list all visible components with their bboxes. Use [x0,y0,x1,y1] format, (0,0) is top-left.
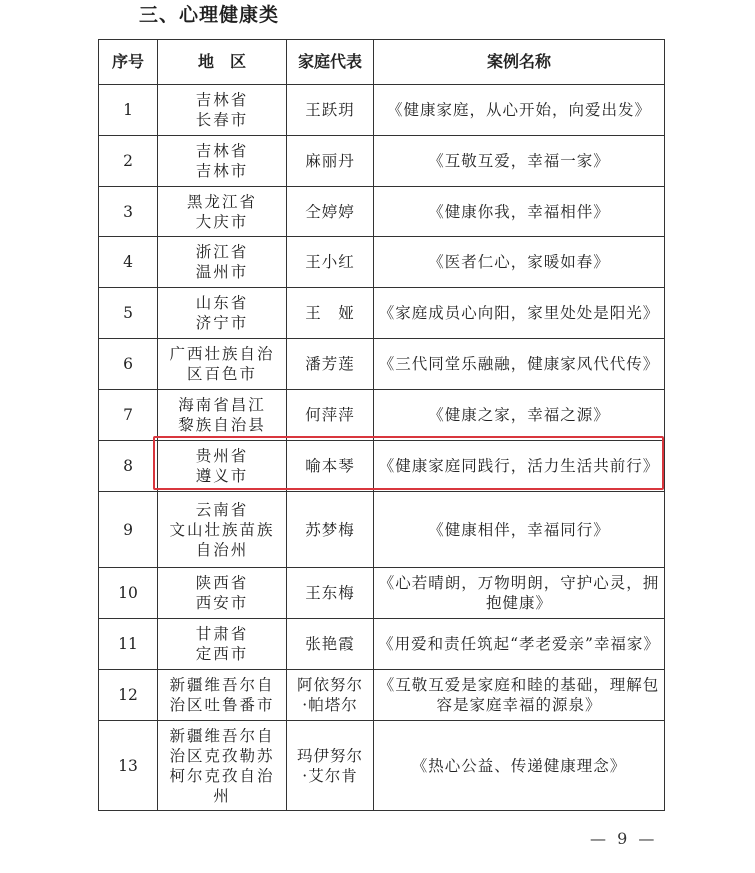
row-case: 《家庭成员心向阳，家里处处是阳光》 [374,288,665,339]
table-row-highlighted [99,441,665,492]
row-no: 3 [99,187,158,237]
table-row [99,237,665,288]
row-no: 6 [99,339,158,390]
row-family: 喻本琴 [287,441,374,492]
row-no: 13 [99,721,158,811]
row-family: 何萍萍 [287,390,374,441]
case-table [98,39,665,811]
row-case: 《三代同堂乐融融，健康家风代代传》 [374,339,665,390]
row-family: 苏梦梅 [287,492,374,568]
table-row [99,390,665,441]
header-region: 地 区 [158,40,287,85]
row-family: 阿依努尔 ·帕塔尔 [287,670,374,721]
row-family: 仝婷婷 [287,187,374,237]
table-row [99,85,665,136]
section-title: 三、心理健康类 [139,4,280,26]
header-no: 序号 [99,40,158,85]
row-no: 10 [99,568,158,619]
page-number: — 9 — [590,829,658,848]
header-case: 案例名称 [374,40,665,85]
row-region: 贵州省 遵义市 [158,441,287,492]
row-no: 12 [99,670,158,721]
row-case: 《互敬互爱，幸福一家》 [374,136,665,187]
row-no: 4 [99,237,158,288]
row-region: 新疆维吾尔自 治区克孜勒苏 柯尔克孜自治 州 [158,721,287,811]
row-no: 7 [99,390,158,441]
row-case: 《健康相伴，幸福同行》 [374,492,665,568]
row-region: 海南省昌江 黎族自治县 [158,390,287,441]
row-family: 玛伊努尔 ·艾尔肯 [287,721,374,811]
row-no: 9 [99,492,158,568]
row-no: 5 [99,288,158,339]
row-family: 王小红 [287,237,374,288]
row-family: 王东梅 [287,568,374,619]
row-region: 吉林省 吉林市 [158,136,287,187]
row-region: 山东省 济宁市 [158,288,287,339]
row-no: 8 [99,441,158,492]
table-row [99,670,665,721]
row-region: 黑龙江省 大庆市 [158,187,287,237]
row-case: 《健康之家，幸福之源》 [374,390,665,441]
row-region: 陕西省 西安市 [158,568,287,619]
row-case: 《互敬互爱是家庭和睦的基础，理解包容是家庭幸福的源泉》 [374,670,665,721]
row-family: 王 娅 [287,288,374,339]
table-row [99,492,665,568]
row-case: 《医者仁心，家暖如春》 [374,237,665,288]
row-region: 广西壮族自治 区百色市 [158,339,287,390]
row-family: 潘芳莲 [287,339,374,390]
table-row [99,288,665,339]
row-case: 《热心公益、传递健康理念》 [374,721,665,811]
row-case: 《用爱和责任筑起“孝老爱亲”幸福家》 [374,619,665,670]
table-row [99,187,665,237]
row-case: 《健康家庭，从心开始，向爱出发》 [374,85,665,136]
table-row [99,339,665,390]
row-no: 2 [99,136,158,187]
header-family: 家庭代表 [287,40,374,85]
row-case: 《健康家庭同践行，活力生活共前行》 [374,441,665,492]
row-region: 吉林省 长春市 [158,85,287,136]
table-row [99,568,665,619]
row-case: 《心若晴朗，万物明朗，守护心灵，拥抱健康》 [374,568,665,619]
row-family: 张艳霞 [287,619,374,670]
row-no: 11 [99,619,158,670]
table-row [99,721,665,811]
row-no: 1 [99,85,158,136]
row-case: 《健康你我，幸福相伴》 [374,187,665,237]
table-header-row [99,40,665,85]
row-family: 麻丽丹 [287,136,374,187]
row-region: 云南省 文山壮族苗族 自治州 [158,492,287,568]
row-region: 甘肃省 定西市 [158,619,287,670]
table-row [99,136,665,187]
row-family: 王跃玥 [287,85,374,136]
table-row [99,619,665,670]
row-region: 新疆维吾尔自 治区吐鲁番市 [158,670,287,721]
row-region: 浙江省 温州市 [158,237,287,288]
